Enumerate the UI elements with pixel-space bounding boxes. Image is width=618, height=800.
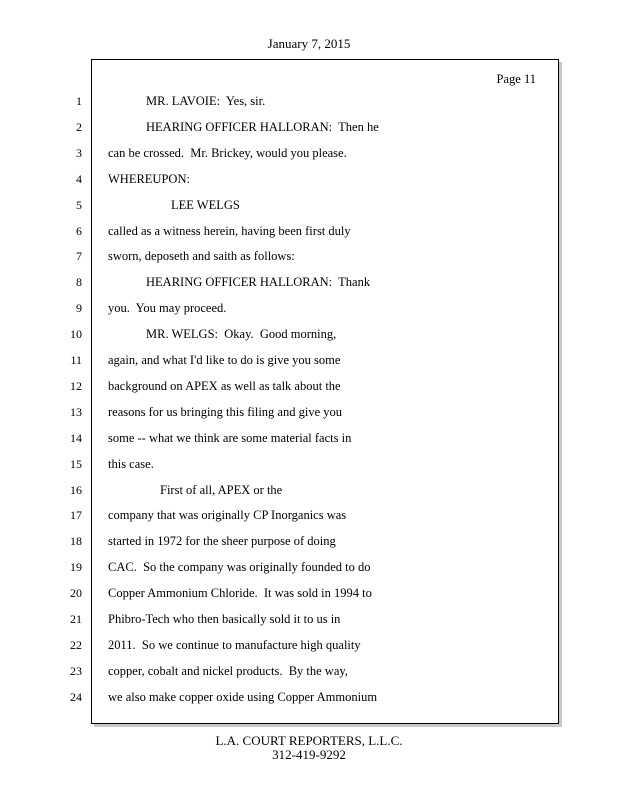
transcript-line: sworn, deposeth and saith as follows: <box>108 249 295 264</box>
line-number: 15 <box>70 456 82 471</box>
transcript-line: HEARING OFFICER HALLORAN: Thank <box>146 275 371 290</box>
line-number: 20 <box>70 586 82 601</box>
transcript-line: you. You may proceed. <box>108 301 227 316</box>
line-number: 4 <box>76 171 82 186</box>
line-number: 19 <box>70 560 82 575</box>
transcript-line: copper, cobalt and nickel products. By the way, <box>108 663 348 678</box>
transcript-line: some -- what we think are some material facts in <box>108 430 352 445</box>
transcript-line: background on APEX as well as talk about the <box>108 378 341 393</box>
transcript-line: CAC. So the company was originally founded to do <box>108 560 371 575</box>
transcript-line: Copper Ammonium Chloride. It was sold in 1994 to <box>108 586 372 601</box>
line-number: 5 <box>76 197 82 212</box>
line-number: 21 <box>70 612 82 626</box>
line-number: 14 <box>70 430 82 445</box>
transcript-line: company that was originally CP Inorganics was <box>108 508 347 523</box>
line-number: 17 <box>70 508 82 523</box>
line-number: 1 <box>76 94 82 108</box>
transcript-line: WHEREUPON: <box>108 171 190 186</box>
line-number: 12 <box>70 378 82 393</box>
line-number: 18 <box>70 534 82 549</box>
transcript-line: LEE WELGS <box>171 197 240 212</box>
line-number: 10 <box>70 327 82 342</box>
transcript-line: MR. LAVOIE: Yes, sir. <box>146 94 266 108</box>
line-number: 6 <box>76 223 82 238</box>
transcript-line: reasons for us bringing this filing and give you <box>108 404 342 419</box>
footer-company: L.A. COURT REPORTERS, L.L.C. <box>215 733 403 748</box>
line-number: 3 <box>76 145 82 160</box>
transcript-line: First of all, APEX or the <box>160 482 283 497</box>
footer <box>0 734 618 762</box>
transcript-line: Phibro-Tech who then basically sold it to us in <box>108 612 341 626</box>
line-number: 8 <box>76 275 82 290</box>
line-number: 23 <box>70 663 82 678</box>
page-number: Page 11 <box>496 72 536 86</box>
transcript-line: called as a witness herein, having been first duly <box>108 223 351 238</box>
line-number: 22 <box>70 637 82 652</box>
line-number: 16 <box>70 482 82 497</box>
line-number: 9 <box>76 301 82 316</box>
transcript-line: again, and what I'd like to do is give you some <box>108 353 341 367</box>
transcript-line: HEARING OFFICER HALLORAN: Then he <box>146 119 379 134</box>
transcript-line: can be crossed. Mr. Brickey, would you please. <box>108 145 347 160</box>
line-number: 24 <box>70 689 82 704</box>
transcript-line: this case. <box>108 456 154 471</box>
transcript-line: we also make copper oxide using Copper Ammonium <box>108 689 378 704</box>
transcript-line: 2011. So we continue to manufacture high quality <box>108 637 361 652</box>
line-number: 13 <box>70 404 82 419</box>
line-number: 7 <box>76 249 82 264</box>
line-number: 11 <box>70 353 82 367</box>
footer-phone: 312-419-9292 <box>272 747 346 762</box>
line-number: 2 <box>76 119 82 134</box>
transcript-line: MR. WELGS: Okay. Good morning, <box>146 327 337 342</box>
header-date: January 7, 2015 <box>267 36 351 51</box>
transcript-line: started in 1972 for the sheer purpose of doing <box>108 534 336 549</box>
